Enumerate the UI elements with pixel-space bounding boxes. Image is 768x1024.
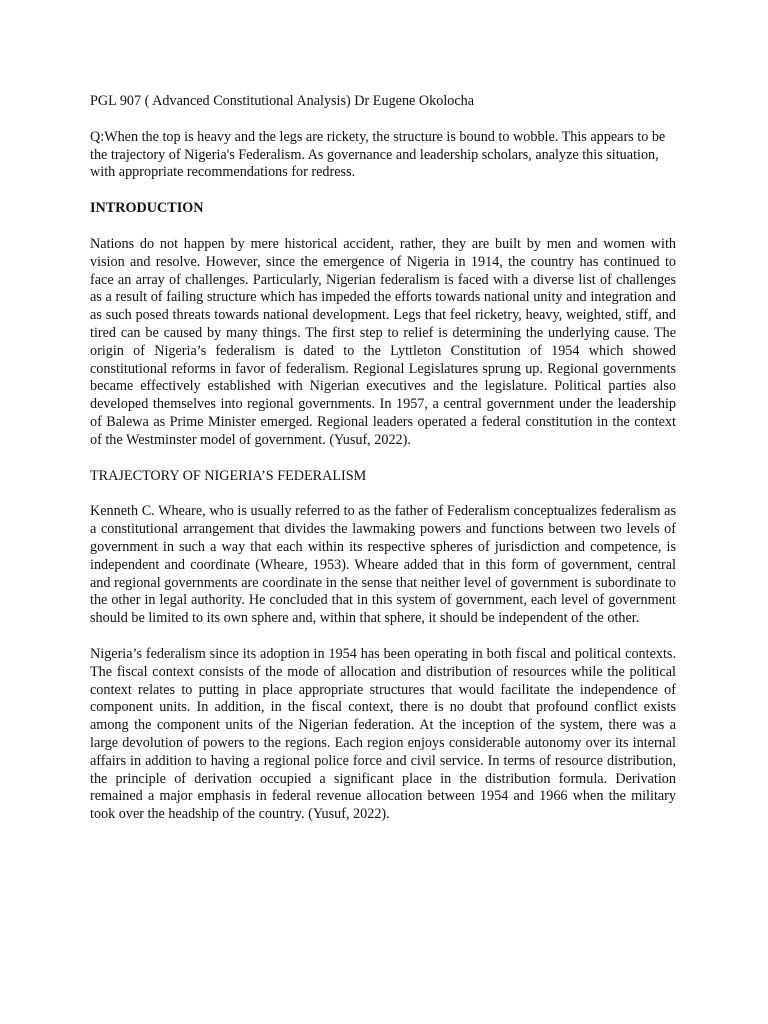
introduction-paragraph: Nations do not happen by mere historical accident, rather, they are built by men and women with vision and resolve. However, since the emergence of Nigeria in 1914, the country has continued to face an array of challenges. Particularly, Nigerian federalism is faced with a diverse list of challenges as a result of failing structure which has impeded the efforts towards national unity and integration and as such posed threats towards national development. Legs that feel ricketry, heavy, weighted, stiff, and tired can be caused by many things. The first step to relief is determining the underlying cause. The origin of Nigeria’s federalism is dated to the Lyttleton Constitution of 1954 which showed constitutional reforms in favor of federalism. Regional Legislatures sprung up. Regional governments became effectively established with Nigerian executives and the legislature. Political parties also developed themselves into regional governments. In 1957, a central government under the leadership of Balewa as Prime Minister emerged. Regional leaders operated a federal constitution in the context of the Westminster model of government. (Yusuf, 2022). xyxy=(90,235,676,448)
document-page xyxy=(90,93,676,842)
essay-question: Q:When the top is heavy and the legs are rickety, the structure is bound to wobble. This appears to be the trajectory of Nigeria's Federalism. As governance and leadership scholars, analyze this situation, with appropriate recommendations for redress. xyxy=(90,128,666,181)
trajectory-heading: TRAJECTORY OF NIGERIA’S FEDERALISM xyxy=(90,467,367,484)
wheare-paragraph: Kenneth C. Wheare, who is usually referred to as the father of Federalism conceptualizes federalism as a constitutional arrangement that divides the lawmaking powers and functions between two levels of government in such a way that each within its respective spheres of jurisdiction and competence, is independent and coordinate (Wheare, 1953). Wheare added that in this form of government, central and regional governments are coordinate in the sense that neither level of government is subordinate to the other in legal authority. He concluded that in this system of government, each level of government should be limited to its own sphere and, within that sphere, it should be independent of the other. xyxy=(90,503,676,627)
fiscal-context-paragraph: Nigeria’s federalism since its adoption in 1954 has been operating in both fiscal and political contexts. The fiscal context consists of the mode of allocation and distribution of resources while the political context relates to putting in place appropriate structures that would facilitate the independence of component units. In addition, in the fiscal context, there is no doubt that profound conflict exists among the component units of the Nigerian federation. At the inception of the system, there was a large devolution of powers to the regions. Each region enjoys considerable autonomy over its internal affairs in addition to having a regional police force and civil service. In terms of resource distribution, the principle of derivation occupied a significant place in the distribution formula. Derivation remained a major emphasis in federal revenue allocation between 1954 and 1966 when the military took over the headship of the country. (Yusuf, 2022). xyxy=(90,645,676,823)
introduction-heading: INTRODUCTION xyxy=(90,200,204,217)
course-title: PGL 907 ( Advanced Constitutional Analysis) Dr Eugene Okolocha xyxy=(90,93,475,109)
